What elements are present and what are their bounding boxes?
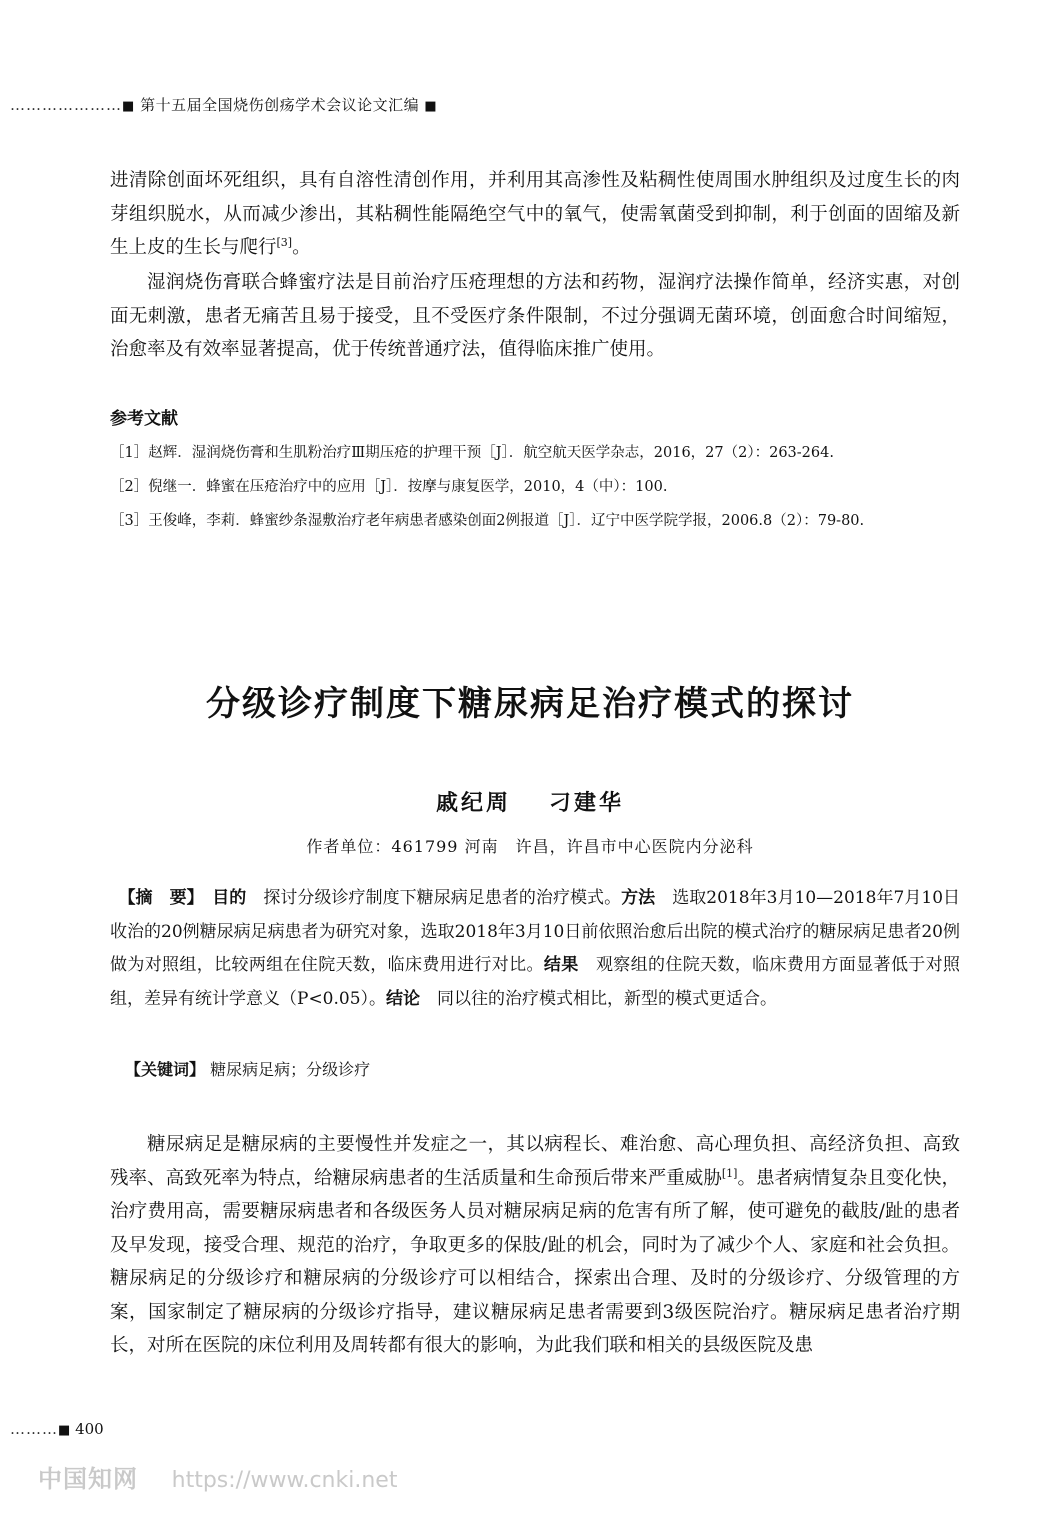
continued-paragraph: [110, 164, 960, 265]
reference-item: ［3］王俊峰，李莉．蜂蜜纱条湿敷治疗老年病患者感染创面2例报道［J］．辽宁中医学院学报，2006.8（2）：79-80.: [110, 513, 865, 529]
body-paragraph: [110, 1128, 960, 1363]
author-name: 刁建华: [549, 790, 625, 816]
header-dots: …………………: [10, 96, 122, 114]
reference-item: ［2］倪继一．蜂蜜在压疮治疗中的应用［J］．按摩与康复医学，2010，4（中）：100.: [110, 479, 668, 495]
header-title: 第十五届全国烧伤创疡学术会议论文汇编: [140, 96, 420, 114]
keywords: [125, 1057, 370, 1080]
result-text: 观察组的住院天数，临床费用方面显著低于对照组，差异有统计学意义（P<0.05）。: [110, 955, 961, 1009]
article-title: 分级诊疗制度下糖尿病足治疗模式的探讨: [206, 684, 854, 724]
objective-label: 目的: [212, 888, 247, 908]
cnki-logo: 中国知网: [38, 1465, 138, 1493]
conclusion-label: 结论: [386, 988, 421, 1009]
body-text: 。患者病情复杂且变化快，治疗费用高，需要糖尿病患者和各级医务人员对糖尿病足病的危害有所了解，使可避免的截肢/趾的患者及早发现，接受合理、规范的治疗，争取更多的保肢/趾的机会，同时为了减少个人、家庭和社会负担。糖尿病足的分级诊疗和糖尿病的分级诊疗可以相结合，探索出合理、及时的分级诊疗、分级管理的方案，国家制定了糖尿病的分级诊疗指导，建议糖尿病足患者需要到3级医院治疗。糖尿病足患者治疗期长，对所在医院的床位利用及周转都有很大的影响，为此我们联和相关的县级医院及患: [110, 1167, 960, 1356]
square-icon: ■: [424, 99, 438, 114]
page-footer: [10, 1420, 104, 1438]
reference-list: [110, 440, 960, 542]
footer-dots: ………: [10, 1420, 58, 1438]
square-icon: ■: [122, 99, 135, 114]
method-text: 选取2018年3月10—2018年7月10日收治的20例糖尿病足病患者为研究对象，选取2018年3月10日前依照治愈后出院的模式治疗的糖尿病足患者20例做为对照组，比较两组在住院天数，临床费用进行对比。: [110, 888, 961, 975]
citation-mark: [1]: [721, 1166, 738, 1180]
paragraph-end: 。: [292, 237, 311, 258]
references-heading: 参考文献: [110, 409, 178, 429]
page-number: 400: [75, 1420, 104, 1438]
method-label: 方法: [621, 888, 656, 908]
cnki-watermark: [38, 1459, 397, 1494]
keywords-text: 糖尿病足病；分级诊疗: [210, 1060, 371, 1079]
reference-item: ［1］赵辉．湿润烧伤膏和生肌粉治疗Ⅲ期压疮的护理干预［J］．航空航天医学杂志，2016，27（2）：263-264.: [110, 445, 834, 461]
author-line: [0, 786, 1060, 817]
running-header: [10, 94, 437, 115]
affiliation: 作者单位：461799 河南 许昌，许昌市中心医院内分泌科: [306, 837, 754, 856]
keywords-label: 【关键词】: [125, 1060, 206, 1079]
objective-text: 探讨分级诊疗制度下糖尿病足患者的治疗模式。: [263, 888, 622, 908]
conclusion-text: 同以往的治疗模式相比，新型的模式更适合。: [437, 988, 778, 1009]
abstract-label: 【摘 要】: [118, 888, 196, 908]
body-text: 糖尿病足是糖尿病的主要慢性并发症之一，其以病程长、难治愈、高心理负担、高经济负担、高致残率、高致死率为特点，给糖尿病患者的生活质量和生命预后带来严重威胁: [110, 1134, 960, 1189]
square-icon: ■: [58, 1423, 71, 1438]
abstract: [110, 882, 960, 1016]
result-label: 结果: [543, 955, 579, 975]
author-name: 戚纪周: [435, 790, 511, 816]
citation-mark: [3]: [276, 235, 293, 249]
conclusion-paragraph: 湿润烧伤膏联合蜂蜜疗法是目前治疗压疮理想的方法和药物，湿润疗法操作简单，经济实惠，对创面无刺激，患者无痛苦且易于接受，且不受医疗条件限制，不过分强调无菌环境，创面愈合时间缩短，治愈率及有效率显著提高，优于传统普通疗法，值得临床推广使用。: [110, 272, 960, 360]
continued-paragraph-text: 进清除创面坏死组织，具有自溶性清创作用，并利用其高渗性及粘稠性使周围水肿组织及过度生长的肉芽组织脱水，从而减少渗出，其粘稠性能隔绝空气中的氧气，使需氧菌受到抑制，利于创面的固缩及新生上皮的生长与爬行: [110, 170, 960, 258]
cnki-url: https://www.cnki.net: [171, 1468, 398, 1493]
